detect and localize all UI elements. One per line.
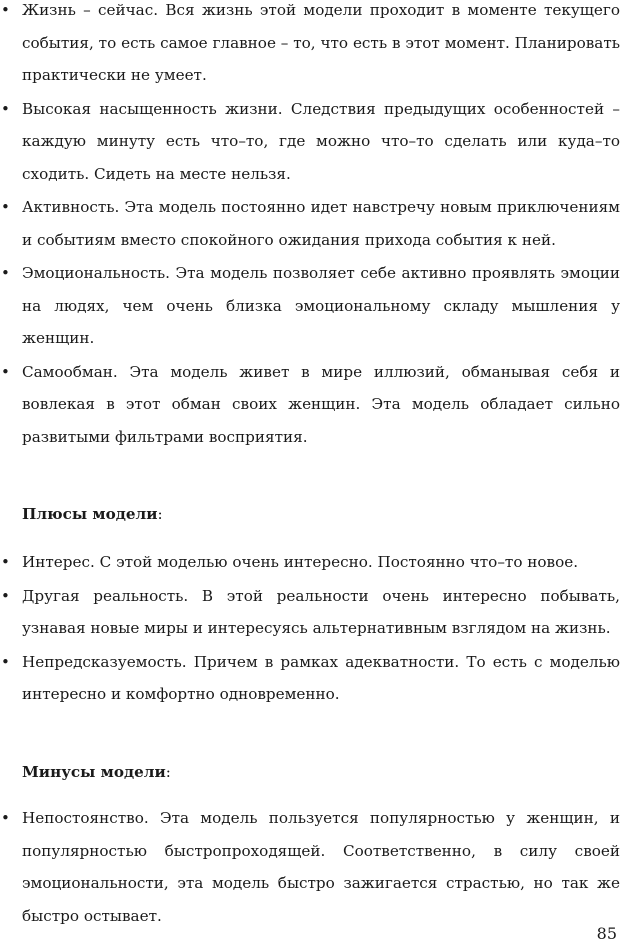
list-item-text: Самообман. Эта модель живет в мире иллюзий, обманывая себя и вовлекая в этот обман своих женщин. Эта модель обладает сильно развитыми фильтрами восприятия.	[22, 362, 620, 446]
list-item	[0, 646, 620, 711]
bullet-icon: •	[1, 553, 10, 571]
bullet-icon: •	[1, 1, 10, 19]
pros-list	[0, 546, 620, 711]
bullet-icon: •	[1, 362, 10, 381]
list-item	[0, 580, 620, 645]
bullet-icon: •	[1, 652, 10, 671]
pros-heading	[22, 498, 163, 531]
list-item	[0, 546, 620, 579]
list-item-text: Активность. Эта модель постоянно идет навстречу новым приключениям и событиям вместо спокойного ожидания прихода события к ней.	[22, 198, 620, 249]
bullet-icon: •	[1, 99, 10, 118]
bullet-icon: •	[1, 264, 10, 282]
bullet-icon: •	[1, 586, 10, 605]
page-number: 85	[596, 924, 617, 943]
list-item-text: Жизнь – сейчас. Вся жизнь этой модели проходит в моменте текущего события, то есть самое главное – то, что есть в этот момент. Планировать практически не умеет.	[22, 1, 620, 84]
bullet-icon: •	[1, 198, 10, 216]
list-item	[0, 93, 620, 191]
pros-heading-colon: :	[157, 505, 163, 523]
list-item-text: Другая реальность. В этой реальности очень интересно побывать, узнавая новые миры и интересуясь альтернативным взглядом на жизнь.	[22, 586, 620, 637]
list-item	[0, 257, 620, 355]
list-item	[0, 0, 620, 92]
cons-heading-text: Минусы модели	[22, 763, 166, 781]
list-item-text: Непредсказуемость. Причем в рамках адекватности. То есть с моделью интересно и комфортно одновременно.	[22, 652, 620, 703]
list-item-text: Интерес. С этой моделью очень интересно. Постоянно что–то новое.	[22, 553, 579, 571]
traits-list	[0, 0, 620, 453]
pros-heading-text: Плюсы модели	[22, 505, 158, 523]
list-item-text: Эмоциональность. Эта модель позволяет себе активно проявлять эмоции на людях, чем очень близка эмоциональному складу мышления у женщин.	[22, 264, 620, 347]
list-item-text: Непостоянство. Эта модель пользуется популярностью у женщин, и популярностью быстропроходящей. Соответственно, в силу своей эмоциональности, эта модель быстро зажигается страстью, но так же быстро остывает.	[22, 809, 620, 925]
bullet-icon: •	[1, 809, 10, 827]
list-item	[0, 802, 620, 932]
cons-heading	[22, 756, 171, 789]
cons-list	[0, 802, 620, 932]
list-item-text: Высокая насыщенность жизни. Следствия предыдущих особенностей – каждую минуту есть что–то, где можно что–то сделать или куда–то сходить. Сидеть на месте нельзя.	[22, 99, 620, 183]
cons-heading-colon: :	[165, 763, 171, 781]
list-item	[0, 356, 620, 454]
list-item	[0, 191, 620, 256]
